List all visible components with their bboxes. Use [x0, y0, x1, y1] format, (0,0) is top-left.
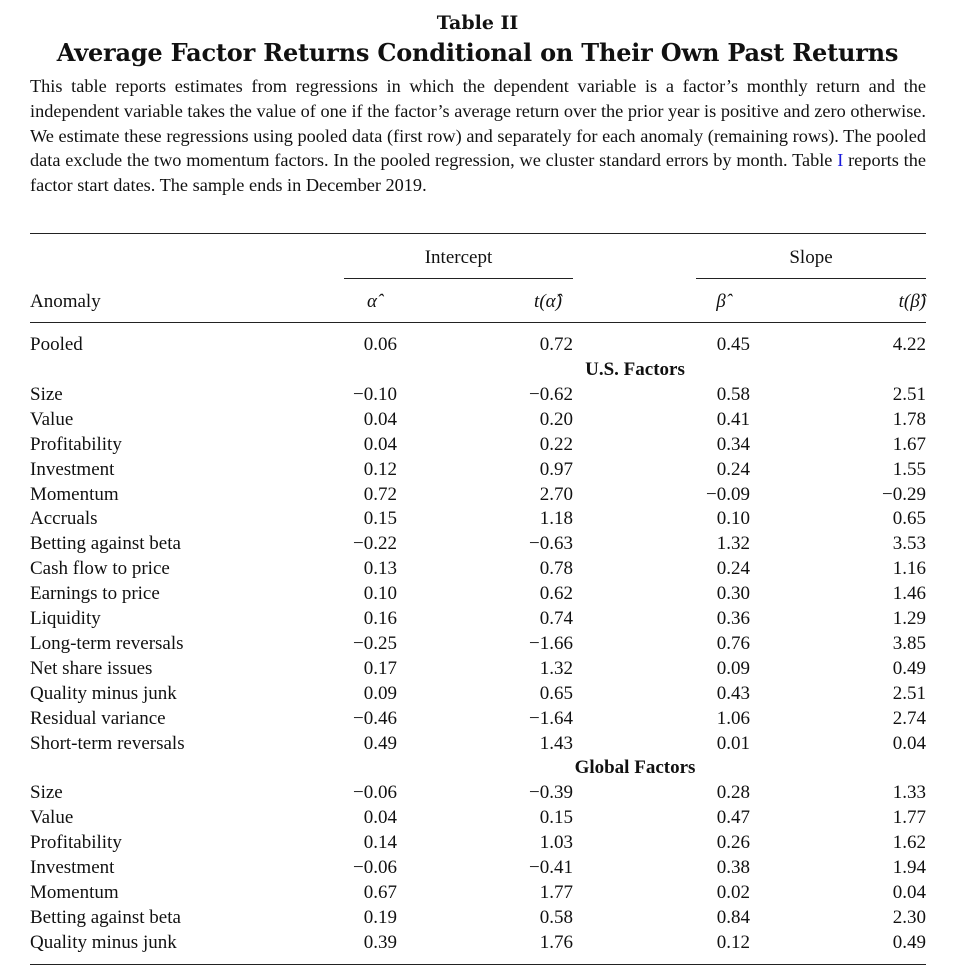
t-alpha-value: 0.22: [539, 433, 573, 455]
slope-group-header: Slope: [789, 247, 833, 268]
anomaly-name: Earnings to price: [30, 583, 160, 605]
anomaly-name: Short-term reversals: [30, 732, 185, 754]
t-beta-value: 1.78: [892, 408, 926, 430]
beta-value: 0.10: [716, 508, 750, 530]
t-beta-value: 2.51: [892, 682, 926, 704]
alpha-value: 0.67: [363, 881, 397, 903]
beta-value: 0.47: [716, 807, 750, 829]
t-beta-value: 1.77: [892, 807, 926, 829]
alpha-value: 0.39: [363, 931, 397, 953]
top-rule: [30, 233, 926, 234]
alpha-value: 0.16: [363, 608, 397, 629]
anomaly-name: Accruals: [30, 508, 98, 530]
alpha-value: 0.14: [363, 832, 397, 854]
anomaly-name: Betting against beta: [30, 906, 181, 928]
beta-value: 0.02: [716, 881, 750, 903]
t-beta-value: 0.49: [892, 931, 926, 953]
t-beta-value: 0.04: [892, 732, 926, 754]
t-alpha-value: −0.62: [529, 383, 573, 405]
caption-text-end: reports the factor start dates. The sample ends in December 2019.: [30, 150, 926, 196]
t-alpha-value: 1.32: [539, 657, 573, 679]
t-beta-value: 1.29: [892, 608, 926, 629]
beta-value: 0.34: [716, 433, 750, 455]
anomaly-name: Pooled: [30, 334, 83, 355]
t-alpha-value: −0.39: [529, 782, 573, 804]
header-rule: [30, 322, 926, 323]
beta-column-header: β̂: [716, 291, 726, 312]
t-beta-value: 4.22: [892, 334, 926, 355]
alpha-value: 0.04: [363, 807, 397, 829]
alpha-value: 0.04: [363, 433, 397, 455]
beta-value: 0.36: [716, 608, 750, 629]
t-alpha-value: −1.66: [529, 632, 573, 654]
beta-value: 0.09: [716, 657, 750, 679]
intercept-underline: [344, 278, 573, 279]
t-beta-value: 2.51: [892, 383, 926, 405]
beta-value: 0.76: [716, 632, 750, 654]
t-beta-value: 1.33: [892, 782, 926, 804]
beta-value: −0.09: [706, 483, 750, 505]
anomaly-name: Investment: [30, 857, 115, 878]
anomaly-name: Quality minus junk: [30, 682, 177, 704]
t-alpha-value: 0.74: [539, 608, 573, 629]
anomaly-name: Long-term reversals: [30, 632, 184, 654]
alpha-value: 0.49: [363, 732, 397, 754]
section-heading: U.S. Factors: [585, 359, 685, 380]
slope-underline: [696, 278, 926, 279]
beta-value: 0.28: [716, 782, 750, 804]
t-beta-value: −0.29: [882, 483, 926, 505]
t-beta-value: 0.65: [892, 508, 926, 530]
t-beta-value: 1.62: [892, 832, 926, 854]
alpha-value: 0.72: [363, 483, 397, 505]
t-alpha-value: 0.15: [539, 807, 573, 829]
t-beta-value: 1.55: [892, 458, 926, 480]
table-title: Average Factor Returns Conditional on Their Own Past Returns: [56, 38, 899, 67]
alpha-value: 0.10: [363, 583, 397, 605]
t-alpha-value: 1.43: [539, 732, 573, 754]
anomaly-name: Momentum: [30, 483, 119, 505]
anomaly-name: Size: [30, 383, 63, 405]
t-beta-value: 1.94: [892, 857, 926, 878]
anomaly-name: Value: [30, 408, 74, 430]
anomaly-name: Size: [30, 782, 63, 804]
caption-text-start: This table reports estimates from regressions in which the dependent variable is a factor’s monthly return and the independent variable takes the value of one if the factor’s average return over the prior year is positive and zero otherwise. We estimate these regressions using pooled data (first row) and separately for each anomaly (remaining rows). The pooled data exclude the two momentum factors. In the pooled regression, we cluster standard errors by month. Table: [30, 76, 926, 171]
beta-value: 0.26: [716, 832, 750, 854]
beta-value: 0.12: [716, 931, 750, 953]
t-alpha-value: 1.03: [539, 832, 573, 854]
beta-value: 0.24: [716, 558, 750, 580]
alpha-value: 0.06: [363, 334, 397, 355]
beta-value: 0.45: [716, 334, 750, 355]
anomaly-name: Cash flow to price: [30, 558, 170, 580]
t-beta-value: 3.85: [892, 632, 926, 654]
alpha-value: −0.46: [353, 707, 397, 729]
t-alpha-value: 1.18: [539, 508, 573, 530]
alpha-column-header: α̂: [367, 291, 377, 312]
anomaly-name: Profitability: [30, 433, 122, 455]
t-alpha-value: 0.97: [539, 458, 573, 480]
t-beta-value: 1.67: [892, 433, 926, 455]
t-beta-value: 1.16: [892, 558, 926, 580]
alpha-value: 0.15: [363, 508, 397, 530]
alpha-value: −0.06: [353, 782, 397, 804]
t-alpha-value: 2.70: [539, 483, 573, 505]
anomaly-name: Momentum: [30, 881, 119, 903]
t-alpha-value: −0.63: [529, 533, 573, 555]
beta-value: 1.06: [716, 707, 750, 729]
beta-value: 0.58: [716, 383, 750, 405]
t-alpha-value: 0.78: [539, 558, 573, 580]
anomaly-name: Liquidity: [30, 608, 101, 629]
t-alpha-column-header: t(α̂): [534, 291, 562, 312]
t-beta-value: 0.49: [892, 657, 926, 679]
anomaly-name: Residual variance: [30, 707, 166, 729]
beta-value: 0.24: [716, 458, 750, 480]
bottom-rule: [30, 964, 926, 965]
anomaly-name: Investment: [30, 458, 115, 480]
anomaly-name: Betting against beta: [30, 533, 181, 555]
anomaly-name: Value: [30, 807, 74, 829]
t-beta-value: 2.74: [892, 707, 926, 729]
t-beta-column-header: t(β̂): [898, 291, 926, 312]
t-alpha-value: 1.76: [539, 931, 573, 953]
t-alpha-value: −0.41: [529, 857, 573, 878]
table-caption: [30, 74, 926, 198]
t-beta-value: 0.04: [892, 881, 926, 903]
section-heading: Global Factors: [574, 757, 696, 779]
anomaly-name: Net share issues: [30, 657, 153, 679]
alpha-value: −0.22: [353, 533, 397, 555]
alpha-value: 0.09: [363, 682, 397, 704]
alpha-value: −0.06: [353, 857, 397, 878]
alpha-value: 0.12: [363, 458, 397, 480]
t-alpha-value: −1.64: [529, 707, 573, 729]
anomaly-name: Profitability: [30, 832, 122, 854]
alpha-value: 0.17: [363, 657, 397, 679]
t-alpha-value: 0.58: [539, 906, 573, 928]
beta-value: 0.41: [716, 408, 750, 430]
t-alpha-value: 0.65: [539, 682, 573, 704]
alpha-value: 0.19: [363, 906, 397, 928]
beta-value: 0.30: [716, 583, 750, 605]
t-beta-value: 2.30: [892, 906, 926, 928]
anomaly-column-header: Anomaly: [30, 291, 101, 312]
beta-value: 0.01: [716, 732, 750, 754]
alpha-value: 0.13: [363, 558, 397, 580]
beta-value: 0.84: [716, 906, 750, 928]
alpha-value: −0.25: [353, 632, 397, 654]
t-alpha-value: 0.20: [539, 408, 573, 430]
t-beta-value: 1.46: [892, 583, 926, 605]
t-alpha-value: 0.72: [539, 334, 573, 355]
intercept-group-header: Intercept: [424, 247, 493, 268]
t-alpha-value: 1.77: [539, 881, 573, 903]
beta-value: 1.32: [716, 533, 750, 555]
beta-value: 0.43: [716, 682, 750, 704]
table-reference-link[interactable]: I: [837, 150, 844, 171]
alpha-value: −0.10: [353, 383, 397, 405]
t-alpha-value: 0.62: [539, 583, 573, 605]
alpha-value: 0.04: [363, 408, 397, 430]
table-label: Table II: [436, 12, 519, 34]
t-beta-value: 3.53: [892, 533, 926, 555]
beta-value: 0.38: [716, 857, 750, 878]
anomaly-name: Quality minus junk: [30, 931, 177, 953]
